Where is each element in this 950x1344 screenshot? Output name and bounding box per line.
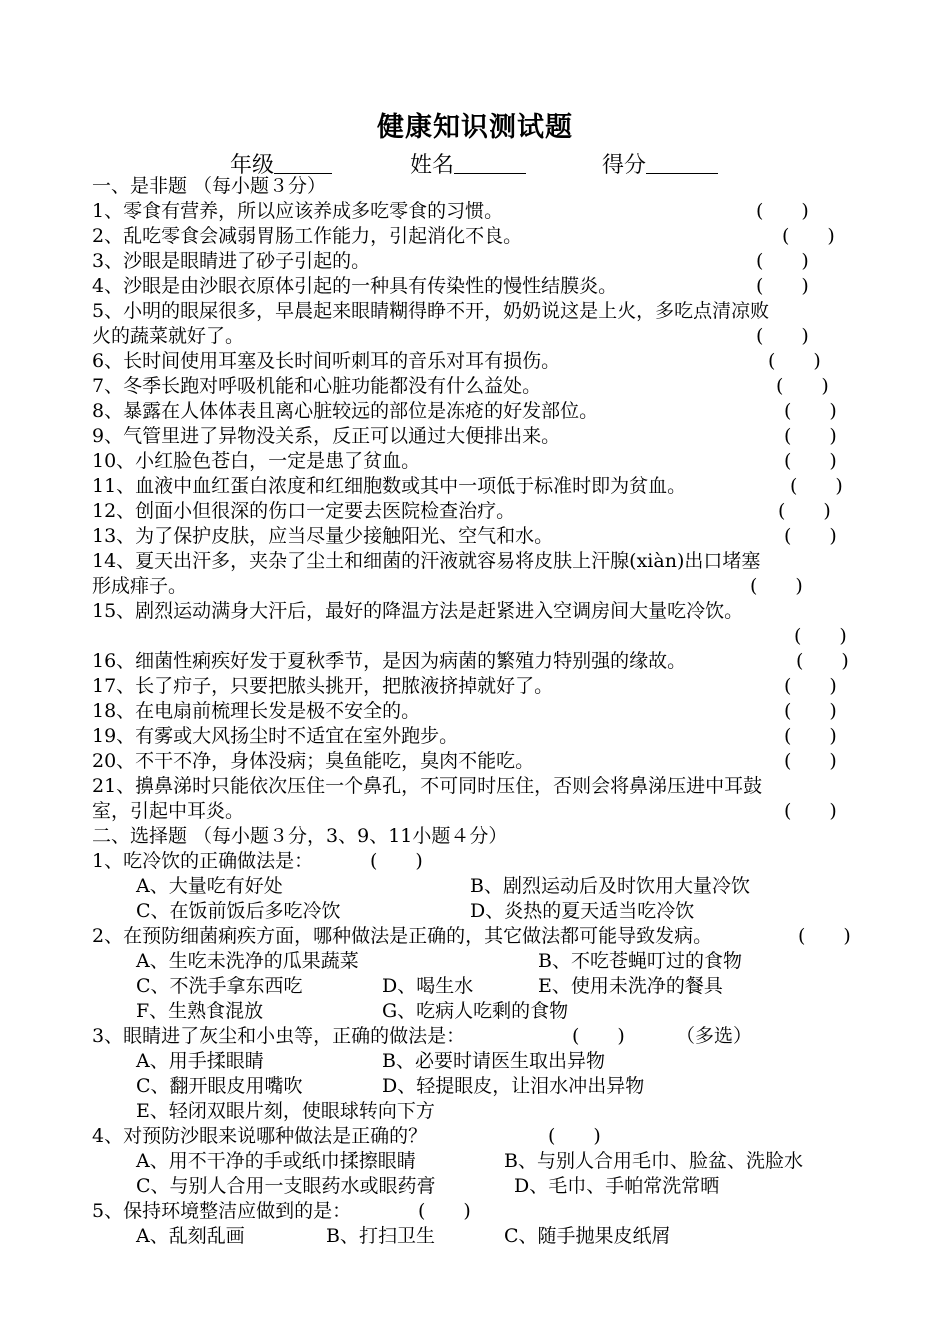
score-blank[interactable]	[646, 151, 718, 174]
option[interactable]: A、用不干净的手或纸巾揉擦眼睛	[136, 1150, 416, 1172]
option[interactable]: B、与别人合用毛巾、脸盆、洗脸水	[504, 1150, 803, 1172]
answer-blank[interactable]: ( )	[768, 350, 821, 372]
answer-blank[interactable]: ( )	[782, 225, 835, 247]
option[interactable]: F、生熟食混放	[136, 1000, 264, 1022]
answer-blank[interactable]: ( )	[756, 325, 809, 347]
grade-label: 年级	[230, 153, 275, 178]
question-line: 12、创面小但很深的伤口一定要去医院检查治疗。	[92, 500, 516, 522]
question-stem: 2、在预防细菌痢疾方面，哪种做法是正确的，其它做法都可能导致发病。	[92, 925, 713, 947]
option[interactable]: C、翻开眼皮用嘴吹	[136, 1075, 303, 1097]
question-line: 20、不干不净，身体没病；臭鱼能吃，臭肉不能吃。	[92, 750, 535, 772]
option[interactable]: A、用手揉眼睛	[136, 1050, 264, 1072]
answer-blank[interactable]: ( )	[784, 400, 837, 422]
option[interactable]: C、不洗手拿东西吃	[136, 975, 303, 997]
section-heading: 二、选择题 （每小题３分，3、9、11小题４分）	[92, 825, 508, 847]
answer-blank[interactable]: ( )	[756, 275, 809, 297]
question-line: 室，引起中耳炎。	[92, 800, 245, 822]
grade-blank[interactable]	[274, 151, 332, 174]
answer-blank[interactable]: ( )	[750, 575, 803, 597]
option[interactable]: D、毛巾、手帕常洗常晒	[514, 1175, 720, 1197]
option[interactable]: D、轻提眼皮，让泪水冲出异物	[382, 1075, 645, 1097]
option[interactable]: E、使用未洗净的餐具	[538, 975, 723, 997]
question-line: 2、乱吃零食会减弱胃肠工作能力，引起消化不良。	[92, 225, 523, 247]
answer-blank[interactable]: ( )	[784, 750, 837, 772]
question-line: 形成痱子。	[92, 575, 188, 597]
answer-blank[interactable]: ( )	[794, 625, 847, 647]
answer-blank[interactable]: ( )	[418, 1200, 471, 1222]
page-title: 健康知识测试题	[377, 112, 573, 143]
option[interactable]: A、大量吃有好处	[136, 875, 283, 897]
answer-blank[interactable]: ( )	[784, 525, 837, 547]
answer-blank[interactable]: ( )	[756, 250, 809, 272]
question-stem: 1、吃冷饮的正确做法是：	[92, 850, 314, 872]
question-line: 16、细菌性痢疾好发于夏秋季节，是因为病菌的繁殖力特别强的缘故。	[92, 650, 687, 672]
question-line: 11、血液中血红蛋白浓度和红细胞数或其中一项低于标准时即为贫血。	[92, 475, 687, 497]
answer-blank[interactable]: ( )	[548, 1125, 601, 1147]
option[interactable]: A、乱刻乱画	[136, 1225, 245, 1247]
name-field	[410, 148, 526, 179]
answer-blank[interactable]: ( )	[784, 450, 837, 472]
answer-blank[interactable]: ( )	[756, 200, 809, 222]
answer-blank[interactable]: ( )	[572, 1025, 625, 1047]
question-line: 14、夏天出汗多，夹杂了尘土和细菌的汗液就容易将皮肤上汗腺(xiàn)出口堵塞	[92, 550, 761, 572]
question-line: 4、沙眼是由沙眼衣原体引起的一种具有传染性的慢性结膜炎。	[92, 275, 618, 297]
question-line: 17、长了疖子，只要把脓头挑开，把脓液挤掉就好了。	[92, 675, 554, 697]
option[interactable]: D、炎热的夏天适当吃冷饮	[470, 900, 695, 922]
answer-blank[interactable]: ( )	[784, 425, 837, 447]
question-line: 5、小明的眼屎很多，早晨起来眼睛糊得睁不开，奶奶说这是上火，多吃点清凉败	[92, 300, 770, 322]
name-label: 姓名	[410, 153, 455, 178]
question-line: 火的蔬菜就好了。	[92, 325, 245, 347]
answer-blank[interactable]: ( )	[798, 925, 851, 947]
question-line: 19、有雾或大风扬尘时不适宜在室外跑步。	[92, 725, 459, 747]
option[interactable]: D、喝生水	[382, 975, 474, 997]
answer-blank[interactable]: ( )	[784, 675, 837, 697]
answer-blank[interactable]: ( )	[778, 500, 831, 522]
answer-blank[interactable]: ( )	[796, 650, 849, 672]
option[interactable]: C、与别人合用一支眼药水或眼药膏	[136, 1175, 436, 1197]
score-field	[602, 148, 718, 179]
question-line: 10、小红脸色苍白，一定是患了贫血。	[92, 450, 421, 472]
option[interactable]: B、剧烈运动后及时饮用大量冷饮	[470, 875, 750, 897]
question-line: 8、暴露在人体体表且离心脏较远的部位是冻疮的好发部位。	[92, 400, 599, 422]
question-line: 21、擤鼻涕时只能依次压住一个鼻孔，不可同时压住，否则会将鼻涕压进中耳鼓	[92, 775, 763, 797]
option[interactable]: C、随手抛果皮纸屑	[504, 1225, 671, 1247]
answer-blank[interactable]: ( )	[776, 375, 829, 397]
option[interactable]: B、不吃苍蝇叮过的食物	[538, 950, 742, 972]
answer-blank[interactable]: ( )	[370, 850, 423, 872]
question-stem: 3、眼睛进了灰尘和小虫等，正确的做法是：	[92, 1025, 466, 1047]
option[interactable]: C、在饭前饭后多吃冷饮	[136, 900, 341, 922]
question-line: 1、零食有营养，所以应该养成多吃零食的习惯。	[92, 200, 504, 222]
option[interactable]: B、打扫卫生	[326, 1225, 435, 1247]
option[interactable]: A、生吃未洗净的瓜果蔬菜	[136, 950, 359, 972]
question-line: 7、冬季长跑对呼吸机能和心脏功能都没有什么益处。	[92, 375, 542, 397]
multi-select-note: （多选）	[676, 1025, 753, 1047]
option[interactable]: B、必要时请医生取出异物	[382, 1050, 605, 1072]
answer-blank[interactable]: ( )	[790, 475, 843, 497]
question-stem: 5、保持环境整洁应做到的是：	[92, 1200, 352, 1222]
option[interactable]: G、吃病人吃剩的食物	[382, 1000, 569, 1022]
section-heading: 一、是非题 （每小题３分）	[92, 175, 327, 197]
question-line: 6、长时间使用耳塞及长时间听刺耳的音乐对耳有损伤。	[92, 350, 561, 372]
answer-blank[interactable]: ( )	[784, 800, 837, 822]
answer-blank[interactable]: ( )	[784, 700, 837, 722]
question-line: 3、沙眼是眼睛进了砂子引起的。	[92, 250, 371, 272]
question-stem: 4、对预防沙眼来说哪种做法是正确的？	[92, 1125, 428, 1147]
question-line: 9、气管里进了异物没关系，反正可以通过大便排出来。	[92, 425, 561, 447]
question-line: 15、剧烈运动满身大汗后，最好的降温方法是赶紧进入空调房间大量吃冷饮。	[92, 600, 744, 622]
name-blank[interactable]	[454, 151, 526, 174]
answer-blank[interactable]: ( )	[784, 725, 837, 747]
option[interactable]: E、轻闭双眼片刻，使眼球转向下方	[136, 1100, 435, 1122]
score-label: 得分	[602, 153, 647, 178]
question-line: 18、在电扇前梳理长发是极不安全的。	[92, 700, 421, 722]
question-line: 13、为了保护皮肤，应当尽量少接触阳光、空气和水。	[92, 525, 554, 547]
